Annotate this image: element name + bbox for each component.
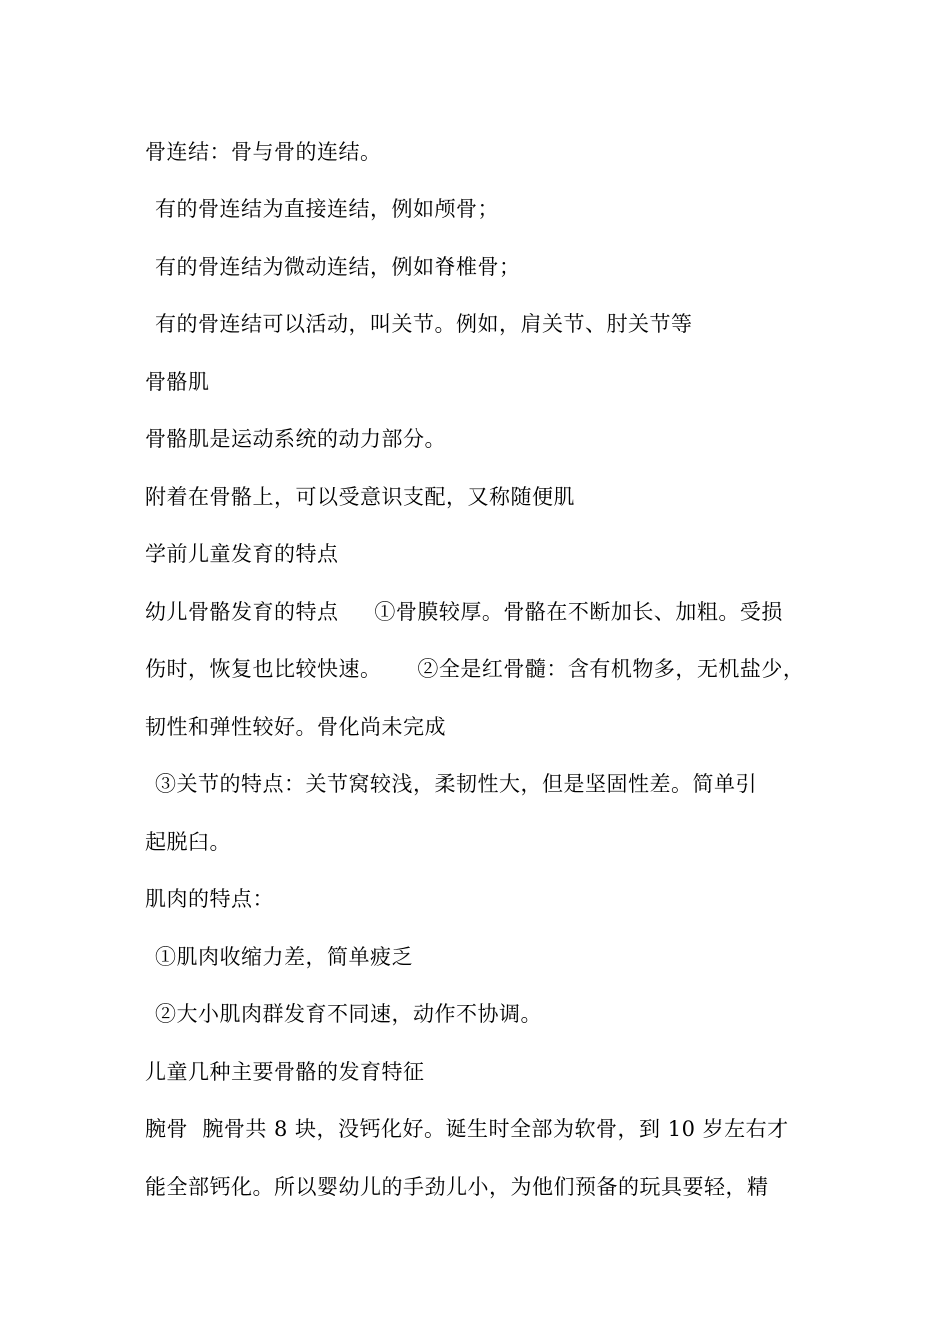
text-line: 伤时，恢复也比较快速。 ②全是红骨髓：含有机物多，无机盐少， (145, 657, 805, 681)
text-line: 韧性和弹性较好。骨化尚未完成 (145, 715, 446, 739)
text-line: 骨骼肌是运动系统的动力部分。 (145, 427, 446, 451)
text-line: 起脱臼。 (145, 830, 231, 854)
text-line: ①肌肉收缩力差，简单疲乏 (155, 945, 413, 969)
text-line: 腕骨 腕骨共 8 块，没钙化好。诞生时全部为软骨，到 10 岁左右才 (145, 1117, 789, 1141)
section-heading: 儿童几种主要骨骼的发育特征 (145, 1060, 425, 1084)
text-line: ②大小肌肉群发育不同速，动作不协调。 (155, 1002, 542, 1026)
text-line: 有的骨连结可以活动，叫关节。例如，肩关节、肘关节等 (155, 312, 693, 336)
text-line: 有的骨连结为直接连结，例如颅骨； (155, 197, 499, 221)
section-heading: 肌肉的特点： (145, 887, 274, 911)
text-line: 附着在骨骼上，可以受意识支配，又称随便肌 (145, 485, 575, 509)
text-line: 能全部钙化。所以婴幼儿的手劲儿小，为他们预备的玩具要轻，精 (145, 1175, 769, 1199)
text-line: 有的骨连结为微动连结，例如脊椎骨； (155, 255, 521, 279)
text-line: 骨连结：骨与骨的连结。 (145, 140, 382, 164)
section-heading: 骨骼肌 (145, 370, 210, 394)
section-heading: 学前儿童发育的特点 (145, 542, 339, 566)
text-line: 幼儿骨骼发育的特点 ①骨膜较厚。骨骼在不断加长、加粗。受损 (145, 600, 783, 624)
text-line: ③关节的特点：关节窝较浅，柔韧性大，但是坚固性差。简单引 (155, 772, 757, 796)
